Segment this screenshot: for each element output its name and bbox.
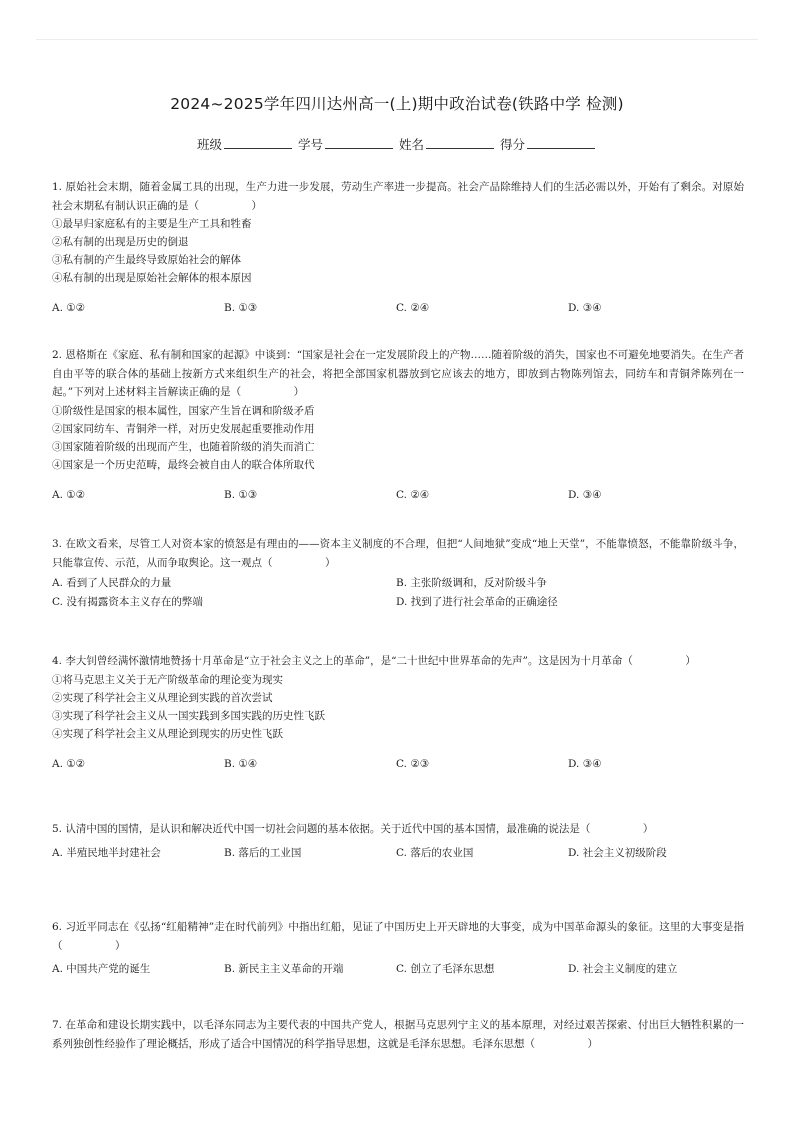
question-2-stem: 2. 恩格斯在《家庭、私有制和国家的起源》中谈到：“国家是社会在一定发展阶段上的产物……随着阶级的消失，国家也不可避免地要消失。在生产者自由平等的联合体的基础上按新方式来组织生产的社会，将把全部国家机器放到它应该去的地方，即放到古物陈列馆去，同纺车和青铜斧陈列在一起。”下列对上述材料主旨解读正确的是（ ） bbox=[52, 349, 744, 398]
question-4 bbox=[52, 652, 744, 772]
question-4-option-1: ①将马克思主义关于无产阶级革命的理论变为现实 bbox=[52, 673, 283, 686]
question-1-choice-d[interactable]: D. ③④ bbox=[568, 302, 602, 314]
question-1-option-4: ④私有制的出现是原始社会解体的根本原因 bbox=[52, 272, 252, 284]
question-2-option-4: ④国家是一个历史范畴，最终会被自由人的联合体所取代 bbox=[52, 458, 315, 471]
question-2 bbox=[52, 346, 744, 503]
question-6-stem: 6. 习近平同志在《弘扬“红船精神”走在时代前列》中指出红船，见证了中国历史上开天辟地的大事变，成为中国革命源头的象征。这里的大事变是指（ ） bbox=[52, 921, 744, 952]
question-3-choice-d[interactable]: D. 找到了进行社会革命的正确途径 bbox=[396, 596, 558, 608]
question-1-choices bbox=[52, 300, 744, 316]
top-divider bbox=[36, 39, 758, 40]
question-2-option-1: ①阶级性是国家的根本属性，国家产生旨在调和阶级矛盾 bbox=[52, 404, 315, 417]
question-5 bbox=[52, 820, 744, 861]
question-5-choice-b[interactable]: B. 落后的工业国 bbox=[224, 846, 302, 859]
question-6-choice-b[interactable]: B. 新民主主义革命的开端 bbox=[224, 963, 344, 975]
question-6-choice-d[interactable]: D. 社会主义制度的建立 bbox=[568, 963, 678, 975]
question-2-choice-d[interactable]: D. ③④ bbox=[568, 488, 602, 501]
question-3 bbox=[52, 535, 744, 610]
question-4-choice-d[interactable]: D. ③④ bbox=[568, 757, 602, 770]
question-1-option-1: ①最早归家庭私有的主要是生产工具和牲畜 bbox=[52, 218, 252, 230]
question-1 bbox=[52, 178, 744, 316]
question-2-choices bbox=[52, 487, 744, 503]
question-3-choice-a[interactable]: A. 看到了人民群众的力量 bbox=[52, 577, 172, 589]
class-blank bbox=[224, 137, 292, 149]
question-1-choice-a[interactable]: A. ①② bbox=[52, 302, 86, 314]
question-5-stem: 5. 认清中国的国情，是认识和解决近代中国一切社会问题的基本依据。关于近代中国的基本国情，最准确的说法是（ ） bbox=[52, 823, 654, 835]
question-2-choice-a[interactable]: A. ①② bbox=[52, 488, 86, 501]
question-5-choice-d[interactable]: D. 社会主义初级阶段 bbox=[568, 846, 667, 859]
question-1-choice-c[interactable]: C. ②④ bbox=[396, 302, 430, 314]
question-6-choice-c[interactable]: C. 创立了毛泽东思想 bbox=[396, 963, 495, 975]
question-5-choices bbox=[52, 845, 744, 861]
question-5-choice-a[interactable]: A. 半殖民地半封建社会 bbox=[52, 846, 161, 859]
question-2-choice-b[interactable]: B. ①③ bbox=[224, 488, 258, 501]
score-label: 得分 bbox=[499, 137, 525, 152]
question-3-choice-b[interactable]: B. 主张阶级调和，反对阶级斗争 bbox=[396, 577, 547, 589]
id-label: 学号 bbox=[297, 137, 323, 152]
question-4-choice-a[interactable]: A. ①② bbox=[52, 757, 86, 770]
question-4-option-4: ④实现了科学社会主义从理论到现实的历史性飞跃 bbox=[52, 727, 283, 740]
question-1-option-2: ②私有制的出现是历史的倒退 bbox=[52, 236, 189, 248]
question-4-choice-b[interactable]: B. ①④ bbox=[224, 757, 258, 770]
question-4-choices bbox=[52, 756, 744, 772]
question-6-choice-a[interactable]: A. 中国共产党的诞生 bbox=[52, 963, 151, 975]
question-4-option-2: ②实现了科学社会主义从理论到实践的首次尝试 bbox=[52, 691, 273, 704]
question-4-stem: 4. 李大钊曾经满怀激情地赞扬十月革命是“立于社会主义之上的革命”，是“二十世纪中世界革命的先声”。这是因为十月革命（ ） bbox=[52, 655, 696, 667]
question-3-choices bbox=[52, 575, 744, 610]
question-7-stem: 7. 在革命和建设长期实践中，以毛泽东同志为主要代表的中国共产党人，根据马克思列宁主义的基本原理，对经过艰苦探索、付出巨大牺牲积累的一系列独创性经验作了理论概括，形成了适合中国情况的科学指导思想，这就是毛泽东思想。毛泽东思想（ ） bbox=[52, 1019, 744, 1050]
exam-title: 2024~2025学年四川达州高一(上)期中政治试卷(铁路中学 检测) bbox=[170, 95, 624, 113]
question-3-stem: 3. 在欧文看来，尽管工人对资本家的愤怒是有理由的——资本主义制度的不合理，但把“人间地狱”变成“地上天堂”，不能靠愤怒，不能靠阶级斗争，只能靠宣传、示范，从而争取舆论。这一观点（ ） bbox=[52, 538, 744, 569]
question-6-choices bbox=[52, 961, 744, 977]
question-2-option-2: ②国家同纺车、青铜斧一样，对历史发展起重要推动作用 bbox=[52, 422, 315, 435]
question-4-option-3: ③实现了科学社会主义从一国实践到多国实践的历史性飞跃 bbox=[52, 709, 325, 722]
class-label: 班级 bbox=[196, 137, 222, 152]
question-2-option-3: ③国家随着阶级的出现而产生，也随着阶级的消失而消亡 bbox=[52, 440, 315, 453]
question-7 bbox=[52, 1016, 744, 1053]
student-info-line bbox=[0, 135, 794, 153]
id-blank bbox=[325, 137, 393, 149]
question-4-choice-c[interactable]: C. ②③ bbox=[396, 757, 430, 770]
question-1-choice-b[interactable]: B. ①③ bbox=[224, 302, 258, 314]
question-3-choice-c[interactable]: C. 没有揭露资本主义存在的弊端 bbox=[52, 596, 203, 608]
name-blank bbox=[426, 137, 494, 149]
score-blank bbox=[527, 137, 595, 149]
name-label: 姓名 bbox=[398, 137, 424, 152]
question-6 bbox=[52, 918, 744, 977]
question-5-choice-c[interactable]: C. 落后的农业国 bbox=[396, 846, 474, 859]
question-2-choice-c[interactable]: C. ②④ bbox=[396, 488, 430, 501]
question-1-option-3: ③私有制的产生最终导致原始社会的解体 bbox=[52, 254, 241, 266]
question-1-stem: 1. 原始社会末期，随着金属工具的出现，生产力进一步发展，劳动生产率进一步提高。社会产品除维持人们的生活必需以外，开始有了剩余。对原始社会末期私有制认识正确的是（ ） bbox=[52, 181, 744, 212]
